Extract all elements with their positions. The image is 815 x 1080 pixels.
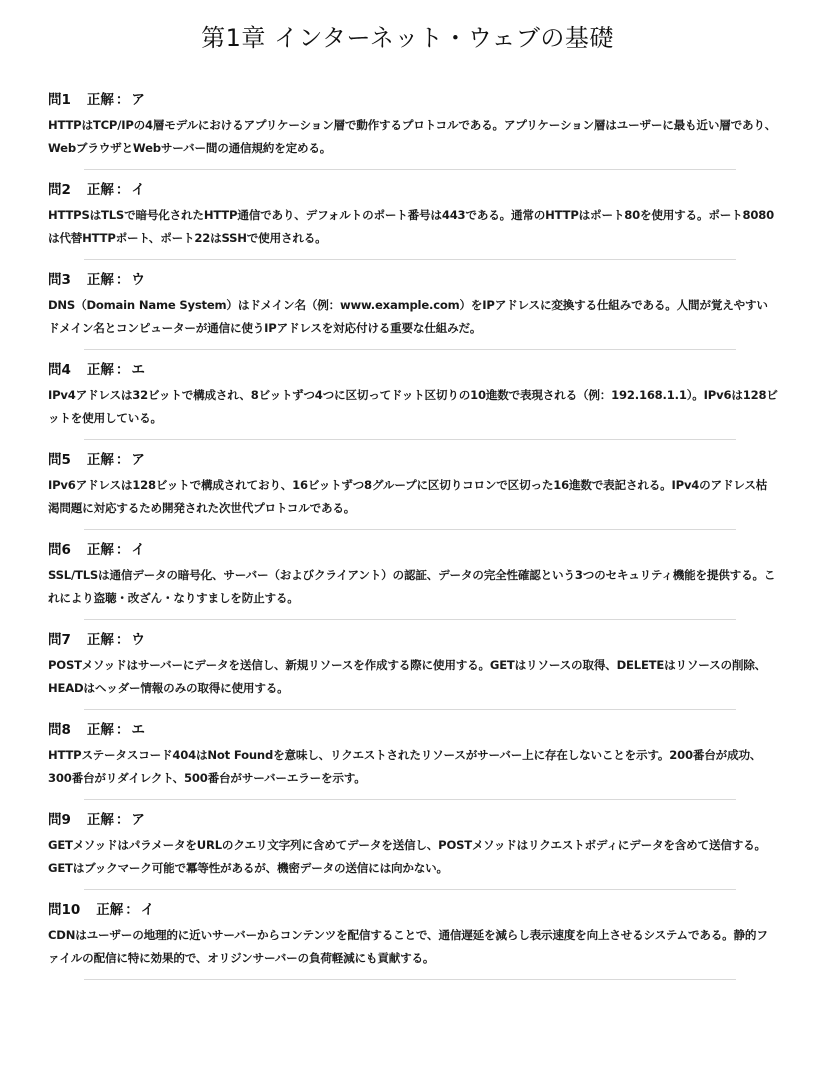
correct-answer-choice: ア — [131, 452, 145, 468]
label-separator: ： — [115, 182, 130, 198]
correct-answer-choice: ア — [131, 92, 145, 108]
label-separator: ： — [115, 542, 130, 558]
divider — [84, 439, 736, 440]
correct-answer-choice: エ — [131, 722, 145, 738]
question-number: 問5 — [48, 452, 71, 468]
explanation-text: IPv6アドレスは128ビットで構成されており、16ビットずつ8グループに区切りコロンで区切った16進数で表記される。IPv4のアドレス枯渇問題に対応するため開発された次世代プロトコルである。 — [48, 478, 768, 515]
correct-answer-choice: イ — [131, 542, 145, 558]
divider — [84, 979, 736, 980]
answer-list — [48, 88, 778, 988]
answer-item-2 — [48, 178, 778, 268]
label-separator: ： — [115, 452, 130, 468]
question-number: 問2 — [48, 182, 71, 198]
answer-item-6 — [48, 538, 778, 628]
explanation-text: POSTメソッドはサーバーにデータを送信し、新規リソースを作成する際に使用する。GETはリソースの取得、DELETEはリソースの削除、HEADはヘッダー情報のみの取得に使用する。 — [48, 658, 767, 695]
correct-answer-choice: イ — [140, 902, 155, 918]
divider — [84, 889, 736, 890]
label-separator: ： — [115, 362, 130, 378]
divider — [84, 799, 736, 800]
answer-header — [48, 718, 145, 738]
answer-header — [48, 448, 145, 468]
label-separator: ： — [115, 722, 130, 738]
answer-header — [48, 178, 145, 198]
label-separator: ： — [115, 632, 130, 648]
correct-answer-label: 正解 — [86, 632, 114, 648]
answer-item-1 — [48, 88, 778, 178]
answer-item-7 — [48, 628, 778, 718]
answer-header — [48, 898, 154, 918]
correct-answer-label: 正解 — [86, 92, 114, 108]
answer-item-8 — [48, 718, 778, 808]
question-number: 問9 — [48, 812, 71, 828]
answer-item-9 — [48, 808, 778, 898]
divider — [84, 259, 736, 260]
correct-answer-label: 正解 — [86, 272, 114, 288]
label-separator: ： — [115, 272, 130, 288]
chapter-title: 第1章 インターネット・ウェブの基礎 — [201, 24, 614, 52]
correct-answer-label: 正解 — [86, 452, 114, 468]
question-number: 問7 — [48, 632, 71, 648]
correct-answer-label: 正解 — [96, 902, 124, 918]
explanation-text: SSL/TLSは通信データの暗号化、サーバー（およびクライアント）の認証、データの完全性確認という3つのセキュリティ機能を提供する。これにより盗聴・改ざん・なりすましを防止する。 — [48, 568, 776, 605]
answer-header — [48, 808, 145, 828]
divider — [84, 529, 736, 530]
label-separator: ： — [125, 902, 139, 918]
answer-header — [48, 268, 145, 288]
question-number: 問6 — [48, 542, 71, 558]
answer-item-5 — [48, 448, 778, 538]
question-number: 問1 — [48, 92, 71, 108]
answer-item-3 — [48, 268, 778, 358]
question-number: 問3 — [48, 272, 71, 288]
answer-header — [48, 88, 145, 108]
label-separator: ： — [115, 812, 130, 828]
answer-header — [48, 628, 145, 648]
correct-answer-choice: ウ — [131, 632, 145, 648]
explanation-text: HTTPステータスコード404はNot Foundを意味し、リクエストされたリソースがサーバー上に存在しないことを示す。200番台が成功、300番台がリダイレクト、500番台がサーバーエラーを示す。 — [48, 748, 762, 785]
correct-answer-choice: イ — [131, 182, 145, 198]
answer-item-4 — [48, 358, 778, 448]
question-number: 問4 — [48, 362, 71, 378]
correct-answer-label: 正解 — [86, 812, 114, 828]
correct-answer-choice: エ — [131, 362, 145, 378]
correct-answer-label: 正解 — [86, 362, 114, 378]
explanation-text: IPv4アドレスは32ビットで構成され、8ビットずつ4つに区切ってドット区切りの10進数で表現される（例：192.168.1.1）。IPv6は128ビットを使用している。 — [48, 388, 778, 425]
explanation-text: DNS（Domain Name System）はドメイン名（例：www.example.com）をIPアドレスに変換する仕組みである。人間が覚えやすいドメイン名とコンピューターが通信に使うIPアドレスを対応付ける重要な仕組みだ。 — [48, 298, 768, 335]
divider — [84, 709, 736, 710]
explanation-text: HTTPはTCP/IPの4層モデルにおけるアプリケーション層で動作するプロトコルである。アプリケーション層はユーザーに最も近い層であり、WebブラウザとWebサーバー間の通信規約を定める。 — [48, 118, 777, 155]
explanation-text: HTTPSはTLSで暗号化されたHTTP通信であり、デフォルトのポート番号は443である。通常のHTTPはポート80を使用する。ポート8080は代替HTTPポート、ポート22はSSHで使用される。 — [48, 208, 774, 245]
correct-answer-choice: ア — [131, 812, 145, 828]
divider — [84, 169, 736, 170]
correct-answer-label: 正解 — [86, 182, 114, 198]
correct-answer-label: 正解 — [86, 542, 114, 558]
question-number: 問8 — [48, 722, 71, 738]
answer-item-10 — [48, 898, 778, 988]
answer-header — [48, 358, 145, 378]
divider — [84, 619, 736, 620]
correct-answer-choice: ウ — [131, 272, 145, 288]
explanation-text: CDNはユーザーの地理的に近いサーバーからコンテンツを配信することで、通信遅延を減らし表示速度を向上させるシステムである。静的ファイルの配信に特に効果的で、オリジンサーバーの負荷軽減にも貢献する。 — [48, 928, 768, 965]
divider — [84, 349, 736, 350]
question-number: 問10 — [48, 902, 81, 918]
correct-answer-label: 正解 — [86, 722, 114, 738]
label-separator: ： — [115, 92, 130, 108]
answer-header — [48, 538, 145, 558]
explanation-text: GETメソッドはパラメータをURLのクエリ文字列に含めてデータを送信し、POSTメソッドはリクエストボディにデータを含めて送信する。GETはブックマーク可能で冪等性があるが、機密データの送信には向かない。 — [48, 838, 766, 875]
